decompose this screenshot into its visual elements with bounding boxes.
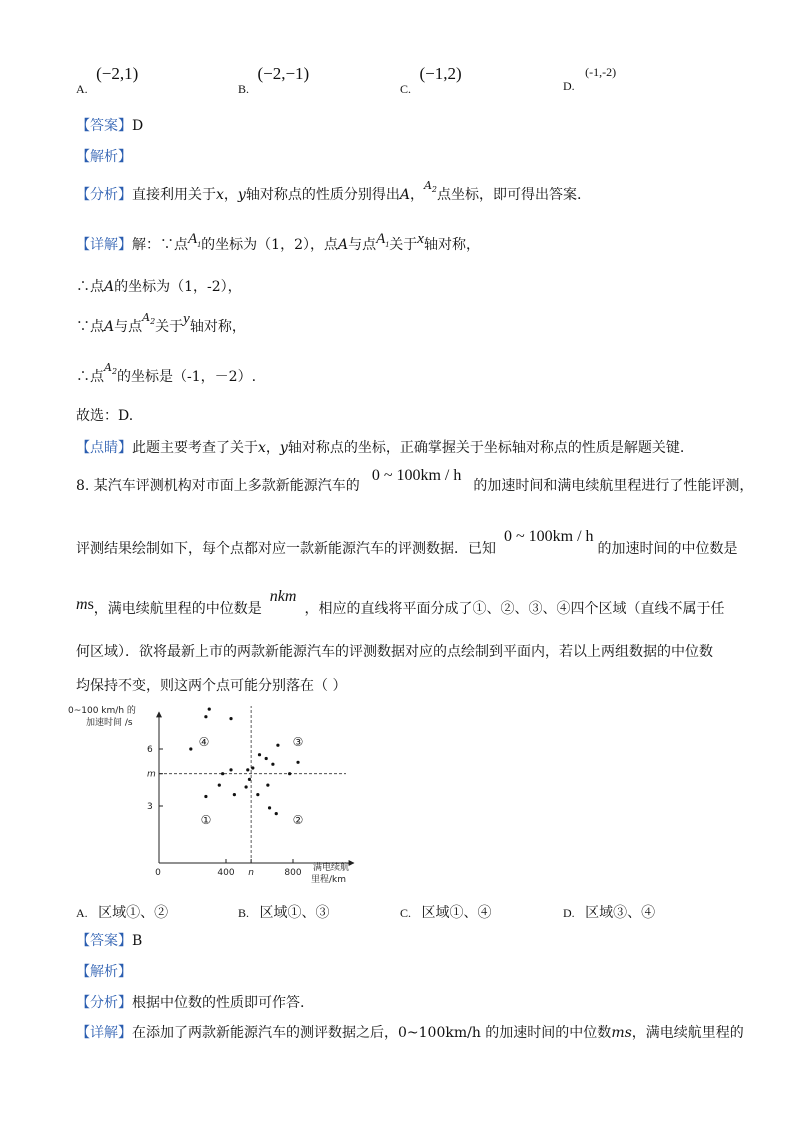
var-y: y [237,187,246,203]
q8-line-3 [76,588,725,618]
answer-value: D [132,118,144,134]
q7-analysis-tag: 【解析】 [76,149,132,165]
text: ， [223,187,238,203]
var-a: A [338,237,349,253]
math-speed: 0 ~ 100km / h [504,528,594,545]
option-value: (−2,−1) [257,64,310,83]
answer-tag: 【答案】 [76,118,132,134]
var-a1: $A_1$ [376,231,390,249]
var-y: y [183,311,190,327]
region-label: ② [292,813,304,827]
answer-value: B [132,933,143,949]
data-point [265,757,268,760]
answer-tag: 【答案】 [76,933,132,949]
text: ，满电续航里程的 [631,1025,744,1041]
text: 直接利用关于 [132,187,216,203]
option-letter: D. [563,906,575,920]
data-point [248,778,251,781]
q7-detail-line-4 [76,361,257,386]
text: 与点 [348,237,377,253]
data-point [258,753,261,756]
text: 的加速时间和满电续航里程进行了性能评测， [473,478,754,494]
q8-option-a [76,902,168,922]
x-axis-label-line-2: 里程/km [311,875,347,885]
x-tick-label: 800 [284,868,302,878]
scatter-chart [66,700,366,890]
option-value: (−2,1) [96,64,139,83]
q7-detail-line-3 [76,311,246,336]
math-speed: 0 ~ 100km / h [371,467,462,484]
q7-answer [76,115,143,135]
q8-fenxi [76,992,304,1012]
data-point [208,708,211,711]
q7-dianjing [76,437,684,457]
option-letter: C. [400,906,412,920]
q8-option-b [238,902,329,922]
q8-line-1 [76,467,754,495]
data-point [229,768,232,771]
text: ∵点 [76,319,104,335]
y-tick-label: m [147,769,156,780]
data-point [275,812,278,815]
text: 轴对称， [423,237,480,253]
option-value: (−1,2) [419,64,462,83]
data-point [271,763,274,766]
option-letter: B. [238,82,250,96]
text: 轴对称点的性质分别得出 [245,187,400,203]
var-m: m [76,596,88,613]
q8-detail [76,1022,744,1042]
text: 点坐标，即可得出答案. [437,187,582,203]
var-a: A [104,279,115,295]
text: ， [265,440,280,456]
option-letter: D. [563,79,575,93]
x-tick-label: 0 [155,868,161,878]
text: ∴点 [76,369,104,385]
q8-line-5: 均保持不变，则这两个点可能分别落在（ ） [76,678,347,694]
data-point [246,768,249,771]
x-tick-label: n [248,868,254,878]
region-label: ① [200,813,212,827]
var-nkm: nkm [269,588,297,605]
text: 8. 某汽车评测机构对市面上多款新能源汽车的 [76,478,360,494]
var-a: A [399,187,410,203]
option-letter: A. [76,906,88,920]
option-letter: A. [76,82,88,96]
region-label: ③ [292,735,304,749]
data-point [233,793,236,796]
q7-option-c [400,64,462,96]
text: ，相应的直线将平面分成了①、②、③、④四个区域（直线不属于任 [304,601,725,617]
q7-option-a [76,64,139,96]
data-point [221,772,224,775]
data-point [204,715,207,718]
y-tick-label: 6 [147,745,153,755]
fenxi-tag: 【分析】 [76,187,132,203]
x-tick-label: 400 [217,868,235,878]
var-x: x [258,440,266,456]
data-point [245,785,248,788]
text: 在添加了两款新能源汽车的测评数据之后，0~100km/h 的加速时间的中位数 [132,1025,612,1041]
y-axis-label-line-1: 0~100 km/h 的 [68,706,136,716]
y-tick-label: 3 [147,802,153,812]
text: 与点 [114,319,143,335]
data-point [204,795,207,798]
data-point [229,717,232,720]
text: 此题主要考查了关于 [132,440,258,456]
text: 解：∵点 [132,237,188,253]
data-point [251,766,254,769]
detail-tag: 【详解】 [76,237,132,253]
y-axis-label-line-2: 加速时间 /s [86,718,133,728]
text: ，满电续航里程的中位数是 [93,601,262,617]
option-value: (-1,-2) [585,65,617,79]
q8-answer [76,930,142,950]
data-point [288,772,291,775]
var-x: x [216,187,224,203]
var-a: A [104,319,115,335]
var-x: x [417,231,424,247]
detail-tag: 【详解】 [76,1025,132,1041]
var-y: y [279,440,288,456]
text: 关于 [155,319,184,335]
data-point [296,761,299,764]
data-point [256,793,259,796]
text: 的坐标是（-1，－2）. [117,369,257,385]
q8-option-d [563,902,655,922]
text: 关于 [389,237,418,253]
option-letter: C. [400,82,412,96]
q7-fenxi [76,179,582,204]
q8-option-c [400,902,491,922]
text: 轴对称， [189,319,246,335]
q7-option-b [238,64,310,96]
var-a2: A2 [104,361,118,377]
text: ， [409,187,424,203]
q7-detail-line-1 [76,231,480,255]
data-point [276,744,279,747]
text: ∴点 [76,279,104,295]
var-a2: A2 [142,311,156,327]
option-text: 区域①、④ [421,905,492,921]
fenxi-tag: 【分析】 [76,995,132,1011]
q7-option-d [563,64,617,93]
option-text: 区域③、④ [585,905,656,921]
q7-choose: 故选：D. [76,408,134,424]
var-a2: A2 [423,179,437,195]
unit-s: s [87,596,94,613]
option-letter: B. [238,906,250,920]
q8-analysis-tag: 【解析】 [76,964,132,980]
q8-line-2 [76,528,738,558]
var-ms: ms [611,1025,632,1041]
dianjing-tag: 【点睛】 [76,440,132,456]
data-point [266,784,269,787]
data-point [218,784,221,787]
option-text: 区域①、② [98,905,169,921]
option-text: 区域①、③ [259,905,330,921]
x-axis-label-line-1: 满电续航 [313,863,350,873]
q8-line-4: 何区域）．欲将最新上市的两款新能源汽车的评测数据对应的点绘制到平面内，若以上两组数据的中位数 [76,644,713,660]
text: 的加速时间的中位数是 [597,541,738,557]
text: 根据中位数的性质即可作答. [132,995,305,1011]
data-point [268,806,271,809]
q7-detail-line-2 [76,276,242,296]
var-a1: $A_1$ [188,231,202,249]
region-label: ④ [198,735,210,749]
data-point [189,747,192,750]
text: 的坐标为（1，2），点 [201,237,338,253]
text: 的坐标为（1，-2）， [114,279,242,295]
text: 评测结果绘制如下，每个点都对应一款新能源汽车的评测数据．已知 [76,541,496,557]
text: 轴对称点的坐标，正确掌握关于坐标轴对称点的性质是解题关键. [287,440,685,456]
